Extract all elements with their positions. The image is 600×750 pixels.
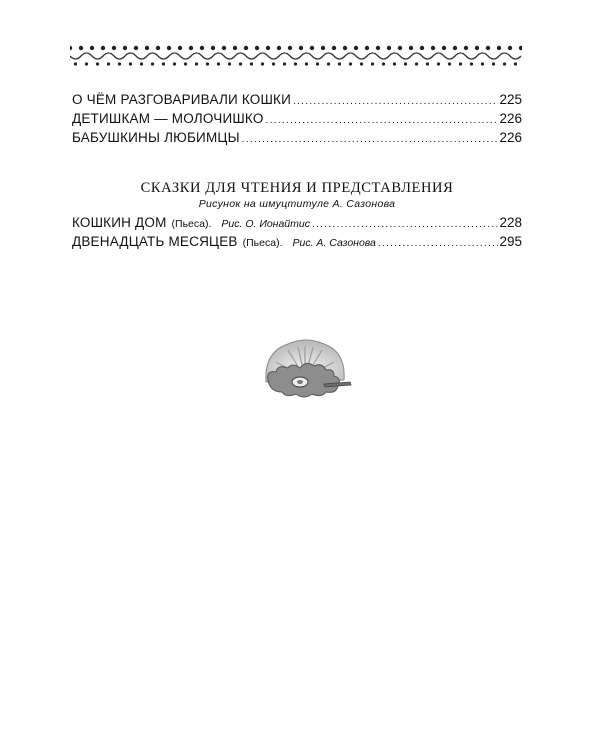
toc-entry-page: 295 <box>499 234 522 249</box>
toc-entry[interactable] <box>72 91 522 110</box>
dot-leader <box>266 112 499 129</box>
toc-entry-page: 226 <box>499 111 522 126</box>
toc-entry-page: 226 <box>499 130 522 145</box>
toc-entry-page: 225 <box>499 92 522 107</box>
toc-entry-illustrator: Рис. А. Сазонова <box>292 237 376 249</box>
sun-cloud-leaf-emblem-icon <box>258 330 354 402</box>
toc-entry-page: 228 <box>499 215 522 230</box>
toc-entry-title: ДЕТИШКАМ — МОЛОЧИШКО <box>72 111 264 126</box>
toc-entry[interactable] <box>72 214 522 233</box>
toc-section <box>72 214 522 252</box>
section-illustration-credit: Рисунок на шмуцтитуле А. Сазонова <box>198 198 396 210</box>
dot-leader <box>312 216 498 233</box>
toc-entry-genre: (Пьеса). <box>242 237 283 249</box>
toc-entry[interactable] <box>72 233 522 252</box>
toc-entry-genre: (Пьеса). <box>171 218 212 230</box>
toc-entry-title: ДВЕНАДЦАТЬ МЕСЯЦЕВ <box>72 234 238 249</box>
dot-leader <box>293 93 498 110</box>
toc-entry-title: О ЧЁМ РАЗГОВАРИВАЛИ КОШКИ <box>72 92 292 107</box>
toc-entry-title: БАБУШКИНЫ ЛЮБИМЦЫ <box>72 130 240 145</box>
toc-entry[interactable] <box>72 129 522 148</box>
toc-entry-illustrator: Рис. О. Ионайтис <box>221 218 310 230</box>
dot-leader <box>242 131 499 148</box>
toc-top <box>72 91 522 148</box>
toc-entry-title: КОШКИН ДОМ <box>72 215 167 230</box>
dot-leader <box>378 235 499 252</box>
wave-dots-ornament-icon <box>70 42 522 68</box>
section-heading: СКАЗКИ ДЛЯ ЧТЕНИЯ И ПРЕДСТАВЛЕНИЯ <box>140 180 454 196</box>
toc-entry[interactable] <box>72 110 522 129</box>
